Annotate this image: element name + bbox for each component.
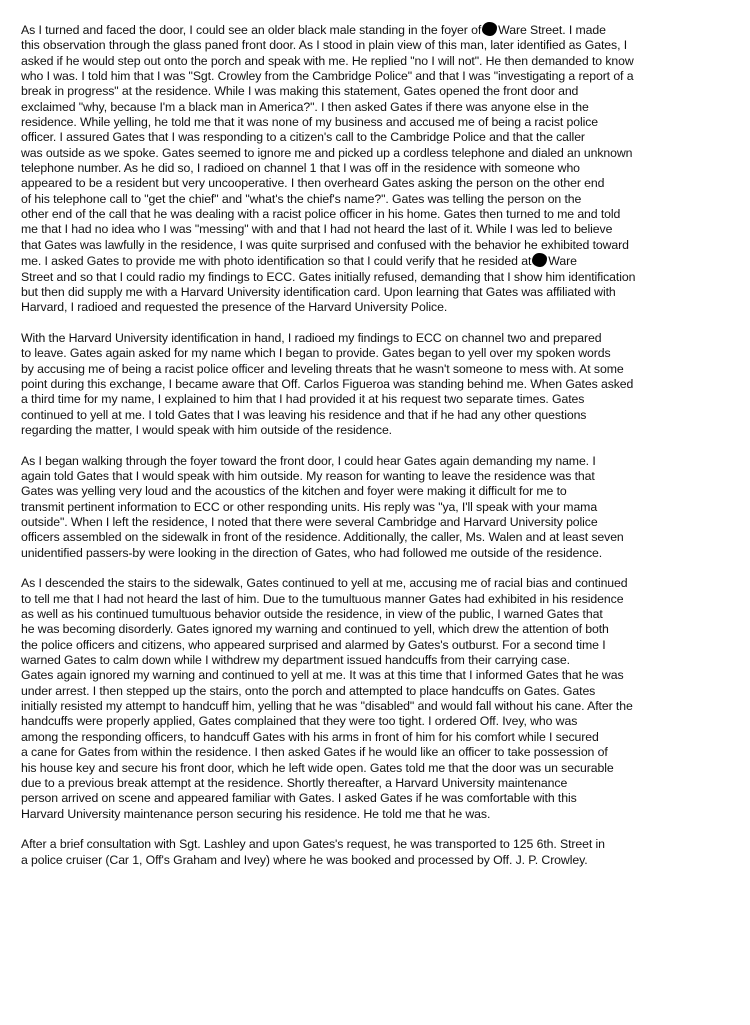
paragraph-1-text-c: Ware Street and so that I could radio my findings to ECC. Gates initially refused, demanding that I show him identification but then did supply me with a Harvard University identification card. Upon learning that Gates was affiliated with Harvard, I radioed and requested the presence of the Harvard University Police.: [21, 254, 636, 315]
redaction-mark: [532, 253, 547, 267]
paragraph-4-text: As I descended the stairs to the sidewalk, Gates continued to yell at me, accusing me of racial bias and continued to tell me that I had not heard the last of him. Due to the tumultuous manner Gates had exhibited in his residence as well as his continued tumultuous behavior outside the residence, in view of the public, I warned Gates that he was becoming disorderly. Gates ignored my warning and continued to yell, which drew the attention of both the police officers and citizens, who appeared surprised and alarmed by Gates's outburst. For a second time I warned Gates to calm down while I withdrew my department issued handcuffs from their carrying case. Gates again ignored my warning and continued to yell at me. It was at this time that I informed Gates that he was under arrest. I then stepped up the stairs, onto the porch and attempted to place handcuffs on Gates. Gates initially resisted my attempt to handcuff him, yelling that he was "disabled" and would fall without his cane. After the handcuffs were properly applied, Gates complained that they were too tight. I ordered Off. Ivey, who was among the responding officers, to handcuff Gates with his arms in front of him for his comfort while I secured a cane for Gates from within the residence. I then asked Gates if he would like an officer to take possession of his house key and secure his front door, which he left wide open. Gates told me that the door was un securable due to a previous break attempt at the residence. Shortly thereafter, a Harvard University maintenance person arrived on scene and appeared familiar with Gates. I asked Gates if he was comfortable with this Harvard University maintenance person securing his residence. He told me that he was.: [21, 576, 633, 821]
paragraph-transport: [21, 837, 742, 868]
paragraph-identification: [21, 331, 742, 438]
paragraph-1-text-a: As I turned and faced the door, I could see an older black male standing in the foyer of: [21, 23, 482, 37]
paragraph-5-text: After a brief consultation with Sgt. Lashley and upon Gates's request, he was transported to 125 6th. Street in a police cruiser (Car 1, Off's Graham and Ivey) where he was booked and processed by Off. J. P. Crowley.: [21, 837, 605, 867]
redaction-mark: [482, 22, 497, 36]
paragraph-1-text-b: Ware Street. I made this observation through the glass paned front door. As I stood in plain view of this man, later identified as Gates, I asked if he would step out onto the porch and speak with me. He replied "no I will not". He then demanded to know who I was. I told him that I was "Sgt. Crowley from the Cambridge Police" and that I was "investigating a report of a break in progress" at the residence. While I was making this statement, Gates opened the front door and exclaimed "why, because I'm a black man in America?". I then asked Gates if there was anyone else in the residence. While yelling, he told me that it was none of my business and accused me of being a racist police officer. I assured Gates that I was responding to a citizen's call to the Cambridge Police and that the caller was outside as we spoke. Gates seemed to ignore me and picked up a cordless telephone and dialed an unknown telephone number. As he did so, I radioed on channel 1 that I was off in the residence with someone who appeared to be a resident but very uncooperative. I then overheard Gates asking the person on the other end of his telephone call to "get the chief" and "what's the chief's name?". Gates was telling the person on the other end of the call that he was dealing with a racist police officer in his home. Gates then turned to me and told me that I had no idea who I was "messing" with and that I had not heard the last of it. While I was led to believe that Gates was lawfully in the residence, I was quite surprised and confused with the behavior he exhibited toward me. I asked Gates to provide me with photo identification so that I could verify that he resided at: [21, 23, 634, 269]
paragraph-leaving-residence: [21, 454, 742, 561]
paragraph-foyer-encounter: [21, 22, 742, 316]
paragraph-2-text: With the Harvard University identification in hand, I radioed my findings to ECC on channel two and prepared to leave. Gates again asked for my name which I began to provide. Gates began to yell over my spoken words by accusing me of being a racist police officer and leveling threats that he wasn't someone to mess with. At some point during this exchange, I became aware that Off. Carlos Figueroa was standing behind me. When Gates asked a third time for my name, I explained to him that I had provided it at his request two separate times. Gates continued to yell at me. I told Gates that I was leaving his residence and that if he had any other questions regarding the matter, I would speak with him outside of the residence.: [21, 330, 634, 437]
paragraph-arrest: [21, 576, 742, 822]
paragraph-3-text: As I began walking through the foyer toward the front door, I could hear Gates again demanding my name. I again told Gates that I would speak with him outside. My reason for wanting to leave the residence was that Gates was yelling very loud and the acoustics of the kitchen and foyer were making it difficult for me to transmit pertinent information to ECC or other responding units. His reply was "ya, I'll speak with your mama outside". When I left the residence, I noted that there were several Cambridge and Harvard University police officers assembled on the sidewalk in front of the residence. Additionally, the caller, Ms. Walen and at least seven unidentified passers-by were looking in the direction of Gates, who had followed me outside of the residence.: [21, 453, 624, 560]
